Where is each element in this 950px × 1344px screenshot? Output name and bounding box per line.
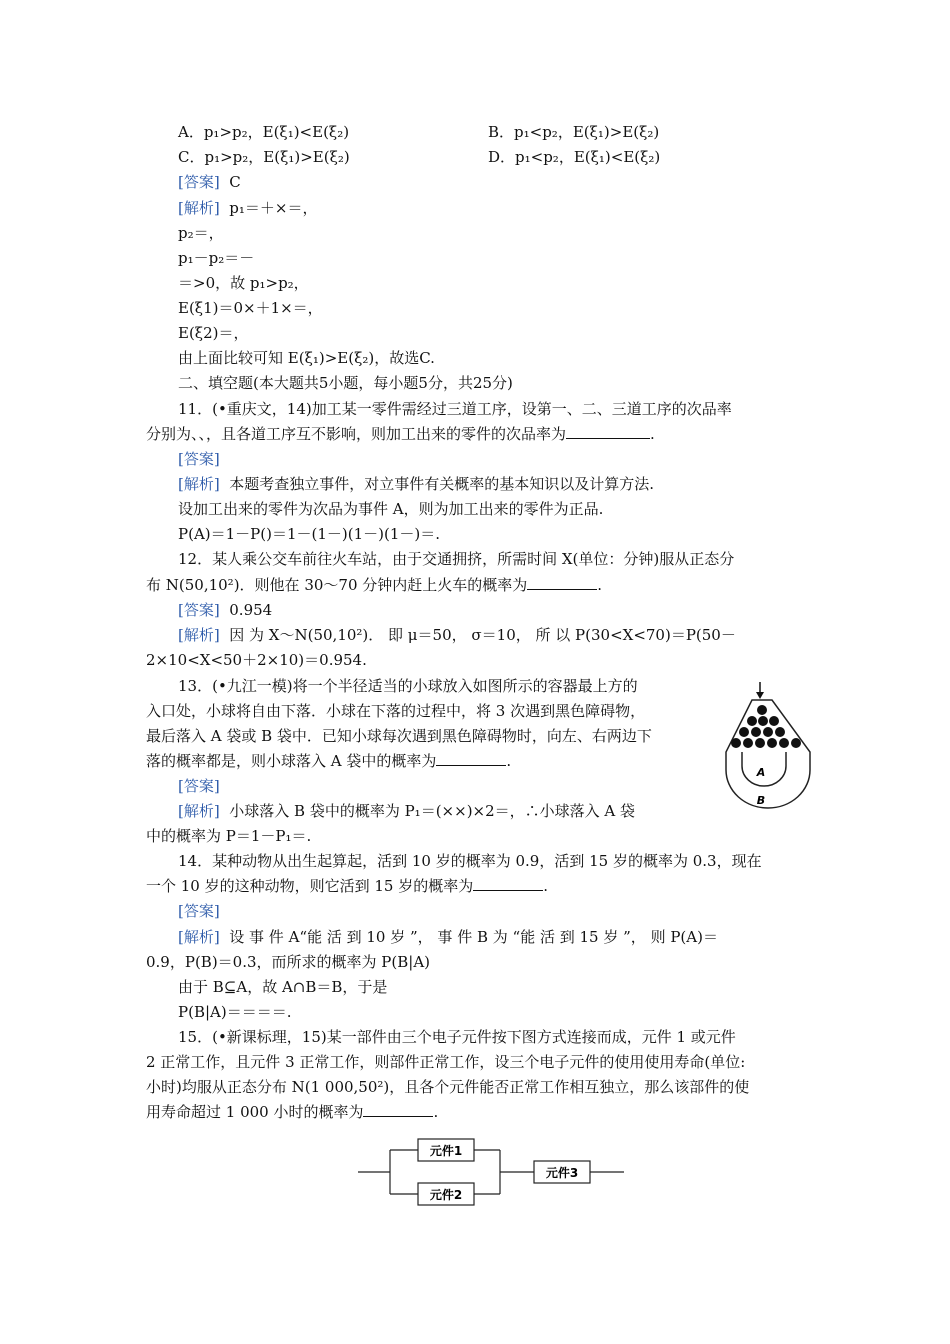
- q12-answer: 0.954: [229, 601, 273, 619]
- analysis-tag: [解析]: [178, 928, 220, 946]
- q11-analysis-line: [178, 473, 654, 495]
- obstacle: [779, 738, 789, 748]
- q10-answer: C: [229, 173, 241, 191]
- answer-blank: [363, 1116, 433, 1117]
- q15-stem-3: 小时)均服从正态分布 N(1 000,50²)，且各个元件能否正常工作相互独立，那么该部件的使: [146, 1078, 750, 1096]
- option-b: B．p₁<p₂，E(ξ₁)>E(ξ₂): [488, 123, 660, 141]
- q10-analysis-2: p₂＝，: [178, 224, 224, 242]
- analysis-tag: [解析]: [178, 802, 220, 820]
- component-1-label: 元件1: [429, 1144, 463, 1158]
- answer-blank: [436, 765, 506, 766]
- q10-analysis-line: [178, 197, 317, 219]
- q13-stem-2: 入口处，小球将自由下落．小球在下落的过程中，将 3 次遇到黑色障碍物，: [146, 702, 646, 720]
- q13-stem-4: 落的概率都是，则小球落入 A 袋中的概率为 .: [146, 752, 512, 770]
- q10-analysis-1: p₁＝＋×＝，: [229, 199, 318, 217]
- q12-analysis-1: 因 为 X～N(50,10²)． 即 μ＝50， σ＝10， 所 以 P(30<X<70)＝P(50－: [229, 626, 736, 644]
- q12-answer-line: [178, 599, 272, 621]
- analysis-tag: [解析]: [178, 626, 220, 644]
- obstacle: [739, 727, 749, 737]
- q11-stem-2: 分别为、、，且各道工序互不影响，则加工出来的零件的次品率为 .: [146, 425, 655, 443]
- q13-analysis-1: 小球落入 B 袋中的概率为 P₁＝(××)×2＝，∴小球落入 A 袋: [229, 802, 636, 820]
- answer-blank: [527, 589, 597, 590]
- q11-stem-2-text: 分别为、、，且各道工序互不影响，则加工出来的零件的次品率为: [146, 425, 567, 443]
- option-a: A．p₁>p₂，E(ξ₁)<E(ξ₂): [178, 123, 350, 141]
- obstacle: [775, 727, 785, 737]
- q14-stem-1: 14．某种动物从出生起算起，活到 10 岁的概率为 0.9，活到 15 岁的概率为 0.3，现在: [178, 852, 762, 870]
- component-2-label: 元件2: [429, 1188, 463, 1202]
- q12-stem-1: 12．某人乘公交车前往火车站，由于交通拥挤，所需时间 X(单位：分钟)服从正态分: [178, 550, 735, 568]
- q11-stem-1: 11．(•重庆文，14)加工某一零件需经过三道工序，设第一、二、三道工序的次品率: [178, 400, 732, 418]
- q14-analysis-2: 0.9，P(B)＝0.3，而所求的概率为 P(B|A): [146, 953, 431, 971]
- q12-analysis-2: 2×10<X<50＋2×10)＝0.954.: [146, 651, 367, 669]
- q13-stem-4-text: 落的概率都是，则小球落入 A 袋中的概率为: [146, 752, 437, 770]
- obstacle: [757, 705, 767, 715]
- q10-analysis-4: ＝>0，故 p₁>p₂，: [178, 274, 309, 292]
- obstacle: [731, 738, 741, 748]
- q14-analysis-line: [178, 926, 718, 948]
- entry-arrow: [756, 682, 764, 699]
- q14-analysis-4: P(B|A)＝＝＝＝.: [178, 1003, 292, 1021]
- q10-analysis-7: 由上面比较可知 E(ξ₁)>E(ξ₂)，故选C.: [178, 349, 435, 367]
- answer-tag: [答案]: [178, 173, 220, 191]
- obstacle: [751, 727, 761, 737]
- obstacle: [791, 738, 801, 748]
- answer-tag: [答案]: [178, 450, 220, 468]
- q13-analysis-2: 中的概率为 P＝1－P₁＝.: [146, 827, 312, 845]
- q14-stem-2: 一个 10 岁的这种动物，则它活到 15 岁的概率为 .: [146, 877, 549, 895]
- q13-stem-3: 最后落入 A 袋或 B 袋中．已知小球每次遇到黑色障碍物时，向左、右两边下: [146, 727, 652, 745]
- ball-drop-figure: [716, 680, 820, 810]
- q10-analysis-3: p₁－p₂＝－: [178, 249, 255, 267]
- q11-analysis-3: P(A)＝1－P()＝1－(1－)(1－)(1－)＝.: [178, 525, 441, 543]
- bag-b-label: B: [756, 794, 766, 807]
- option-d: D．p₁<p₂，E(ξ₁)<E(ξ₂): [488, 148, 661, 166]
- obstacle: [743, 738, 753, 748]
- q13-stem-1: 13．(•九江一模)将一个半径适当的小球放入如图所示的容器最上方的: [178, 677, 638, 695]
- q14-analysis-3: 由于 B⊆A，故 A∩B＝B，于是: [178, 978, 388, 996]
- answer-tag: [答案]: [178, 777, 220, 795]
- component-3-label: 元件3: [545, 1166, 579, 1180]
- answer-blank: [473, 890, 543, 891]
- q12-stem-2: 布 N(50,10²)．则他在 30～70 分钟内赶上火车的概率为 .: [146, 576, 603, 594]
- q14-stem-2-text: 一个 10 岁的这种动物，则它活到 15 岁的概率为: [146, 877, 474, 895]
- q13-analysis-line: [178, 800, 635, 822]
- obstacle: [758, 716, 768, 726]
- obstacle: [767, 738, 777, 748]
- obstacle: [747, 716, 757, 726]
- obstacle: [763, 727, 773, 737]
- q15-stem-4-text: 用寿命超过 1 000 小时的概率为: [146, 1103, 364, 1121]
- q12-stem-2-text: 布 N(50,10²)．则他在 30～70 分钟内赶上火车的概率为: [146, 576, 528, 594]
- q11-analysis-1: 本题考查独立事件，对立事件有关概率的基本知识以及计算方法.: [229, 475, 655, 493]
- obstacle: [755, 738, 765, 748]
- section-heading: 二、填空题(本大题共5小题，每小题5分，共25分): [178, 374, 513, 392]
- answer-tag: [答案]: [178, 902, 220, 920]
- q10-answer-line: [178, 171, 241, 193]
- q15-stem-4: 用寿命超过 1 000 小时的概率为 .: [146, 1103, 439, 1121]
- q10-analysis-6: E(ξ2)＝，: [178, 324, 249, 342]
- q10-analysis-5: E(ξ1)＝0×＋1×＝，: [178, 299, 323, 317]
- q15-stem-1: 15．(•新课标理，15)某一部件由三个电子元件按下图方式连接而成，元件 1 或元件: [178, 1028, 736, 1046]
- q14-analysis-1: 设 事 件 A“能 活 到 10 岁 ”， 事 件 B 为 “能 活 到 15 岁 ”， 则 P(A)＝: [229, 928, 718, 946]
- q12-analysis-line: [178, 624, 736, 646]
- answer-blank: [566, 438, 650, 439]
- circuit-diagram: [350, 1135, 630, 1215]
- analysis-tag: [解析]: [178, 475, 220, 493]
- q11-analysis-2: 设加工出来的零件为次品为事件 A，则为加工出来的零件为正品.: [178, 500, 604, 518]
- answer-tag: [答案]: [178, 601, 220, 619]
- container-outline: [726, 700, 810, 808]
- bag-a-label: A: [756, 766, 766, 779]
- obstacle: [769, 716, 779, 726]
- analysis-tag: [解析]: [178, 199, 220, 217]
- q15-stem-2: 2 正常工作，且元件 3 正常工作，则部件正常工作，设三个电子元件的使用使用寿命(单位:: [146, 1053, 746, 1071]
- option-c: C．p₁>p₂，E(ξ₁)>E(ξ₂): [178, 148, 350, 166]
